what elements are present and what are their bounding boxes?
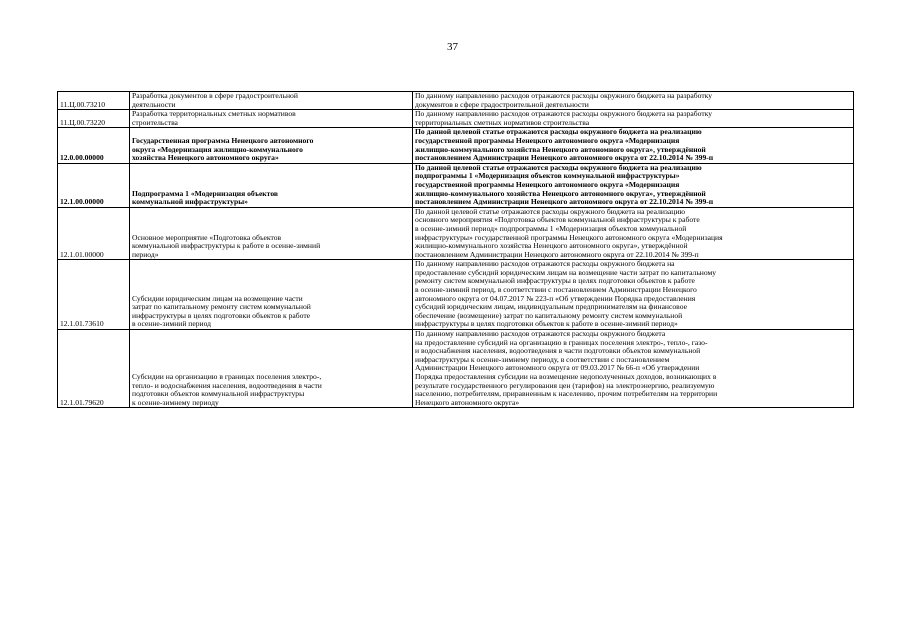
target-article-code: 12.0.00.00000 xyxy=(58,128,130,163)
table-row xyxy=(58,110,854,128)
article-name: Субсидии юридическим лицам на возмещение части затрат по капитальному ремонту систем коммунальной инфраструктуры в целях подготовки объектов к работе в осенне-зимний период xyxy=(130,260,413,330)
table-row xyxy=(58,330,854,408)
article-name: Субсидии на организацию в границах поселения электро-, тепло- и водоснабжения населения, водоотведения в части подготовки объектов коммунальной инфраструктуры к осенне-зимнему периоду xyxy=(130,330,413,408)
article-name: Разработка территориальных сметных нормативов строительства xyxy=(130,110,413,128)
target-article-code: 12.1.01.79620 xyxy=(58,330,130,408)
target-article-code: 11.Ц.00.73210 xyxy=(58,92,130,110)
budget-classification-table xyxy=(57,91,854,408)
article-description: По данной целевой статье отражаются расходы окружного бюджета на реализацию государственной программы Ненецкого автономного округа «Модернизация жилищно-коммунального хозяйства Ненецкого автономного округа», утверждённой постановлением Администрации Ненецкого автономного округа от 22.10.2014 № 399-п xyxy=(413,128,854,163)
table-row xyxy=(58,260,854,330)
article-description: По данному направлению расходов отражаются расходы окружного бюджета на предоставление субсидий на организацию в границах поселения электро-, тепло-, газо- и водоснабжения населения, водоотведения в части подготовки объектов коммунальной инфраструктуры к осенне-зимнему периоду, в соответствии с постановлением Администрации Ненецкого автономного округа от 09.03.2017 № 66-п «Об утверждении Порядка предоставления субсидии на возмещение недополученных доходов, возникающих в результате государственного регулирования цен (тарифов) на электроэнергию, реализуемую населению, потребителям, приравненным к населению, прочим потребителям на территории Ненецкого автономного округа» xyxy=(413,330,854,408)
target-article-code: 12.1.01.73610 xyxy=(58,260,130,330)
article-name: Подпрограмма 1 «Модернизация объектов коммунальной инфраструктуры» xyxy=(130,163,413,207)
target-article-code: 12.1.00.00000 xyxy=(58,163,130,207)
table-row xyxy=(58,128,854,163)
article-name: Основное мероприятие «Подготовка объектов коммунальной инфраструктуры к работе в осенне-зимний период» xyxy=(130,207,413,260)
target-article-code: 11.Ц.00.73220 xyxy=(58,110,130,128)
target-article-code: 12.1.01.00000 xyxy=(58,207,130,260)
table-row xyxy=(58,207,854,260)
article-name: Государственная программа Ненецкого автономного округа «Модернизация жилищно-коммунального хозяйства Ненецкого автономного округа» xyxy=(130,128,413,163)
article-description: По данному направлению расходов отражаются расходы окружного бюджета на разработку документов в сфере градостроительной деятельности xyxy=(413,92,854,110)
table-row xyxy=(58,163,854,207)
article-description: По данному направлению расходов отражаются расходы окружного бюджета на разработку территориальных сметных нормативов строительства xyxy=(413,110,854,128)
article-description: По данному направлению расходов отражаются расходы окружного бюджета на предоставление субсидий юридическим лицам на возмещение части затрат по капитальному ремонту систем коммунальной инфраструктуры в целях подготовки объектов к работе в осенне-зимний период, в соответствии с постановлением Администрации Ненецкого автономного округа от 04.07.2017 № 223-п «Об утверждении Порядка предоставления субсидий юридическим лицам, индивидуальным предпринимателям на финансовое обеспечение (возмещение) затрат по капитальному ремонту систем коммунальной инфраструктуры в целях подготовки объектов к работе в осенне-зимний период» xyxy=(413,260,854,330)
page-number: 37 xyxy=(447,41,458,53)
article-description: По данной целевой статье отражаются расходы окружного бюджета на реализацию основного мероприятия «Подготовка объектов коммунальной инфраструктуры к работе в осенне-зимний период» подпрограммы 1 «Модернизация объектов коммунальной инфраструктуры» государственной программы Ненецкого автономного округа «Модернизация жилищно-коммунального хозяйства Ненецкого автономного округа», утверждённой постановлением Администрации Ненецкого автономного округа от 22.10.2014 № 399-п xyxy=(413,207,854,260)
article-name: Разработка документов в сфере градостроительной деятельности xyxy=(130,92,413,110)
article-description: По данной целевой статье отражаются расходы окружного бюджета на реализацию подпрограммы 1 «Модернизация объектов коммунальной инфраструктуры» государственной программы Ненецкого автономного округа «Модернизация жилищно-коммунального хозяйства Ненецкого автономного округа», утверждённой постановлением Администрации Ненецкого автономного округа от 22.10.2014 № 399-п xyxy=(413,163,854,207)
table-row xyxy=(58,92,854,110)
